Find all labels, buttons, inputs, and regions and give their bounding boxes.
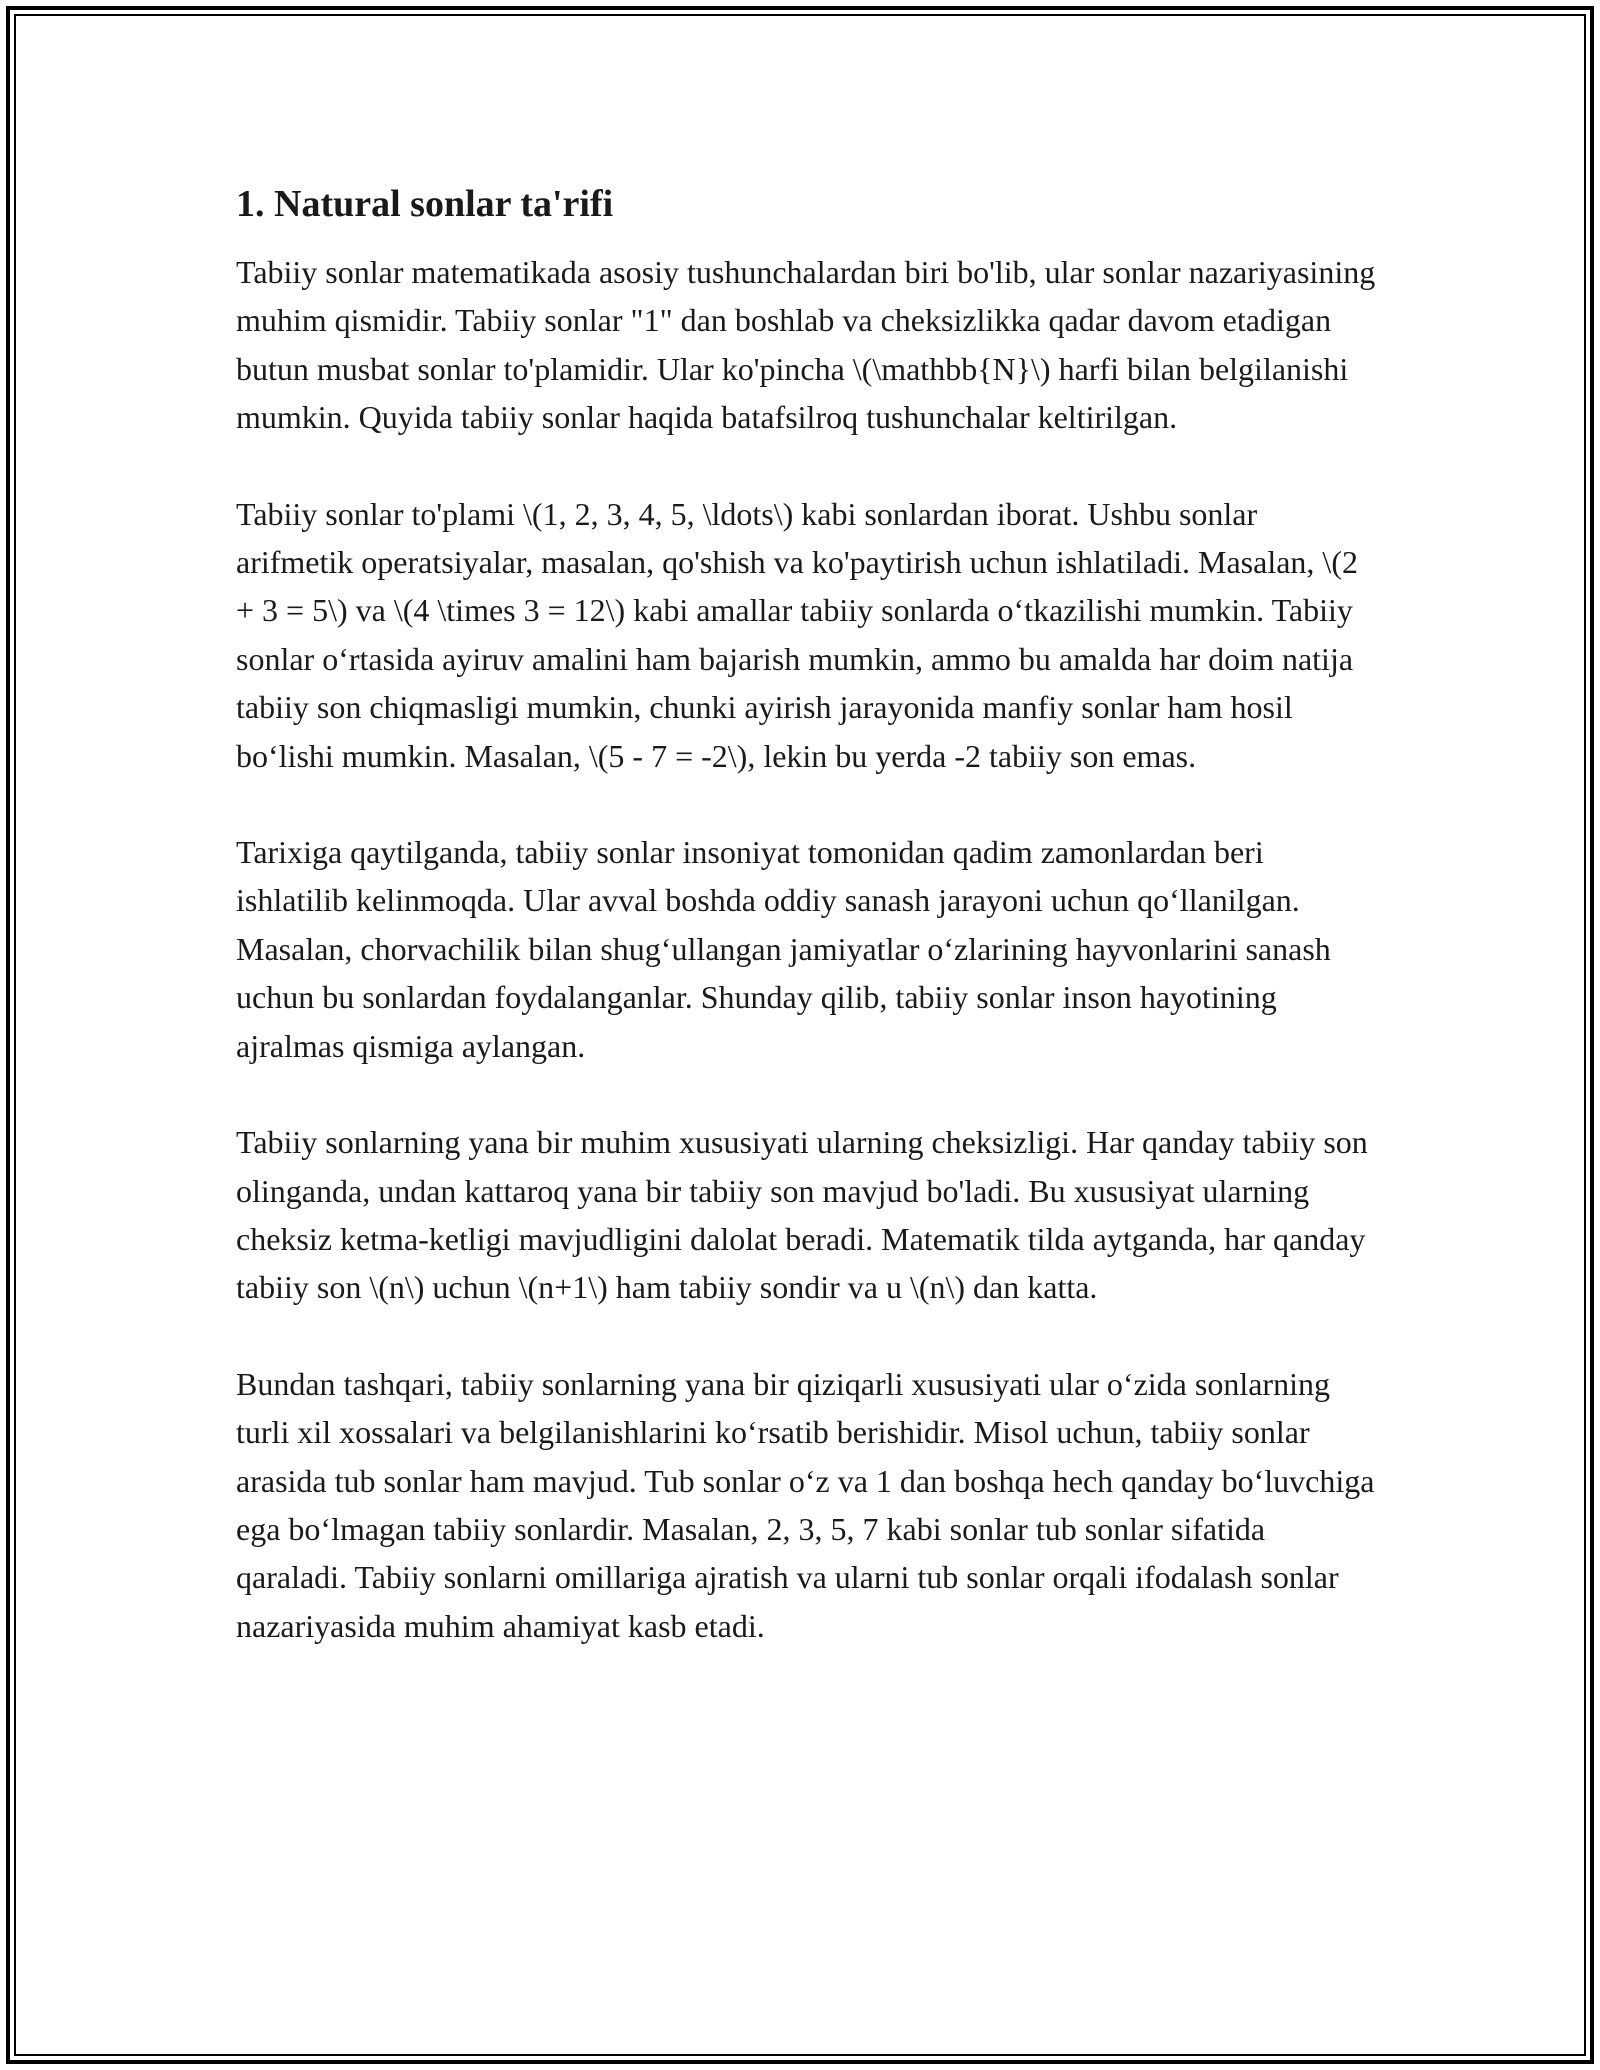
paragraph-definition: Tabiiy sonlar matematikada asosiy tushunchalardan biri bo'lib, ular sonlar nazariyasining muhim qismidir. Tabiiy sonlar "1" dan boshlab va cheksizlikka qadar davom etadigan butun musbat sonlar to'plamidir. Ular ko'pincha \(\mathbb{N}\) harfi bilan belgilanishi mumkin. Quyida tabiiy sonlar haqida batafsilroq tushunchalar keltirilgan. bbox=[236, 254, 1376, 436]
paragraph-infinity: Tabiiy sonlarning yana bir muhim xususiyati ularning cheksizligi. Har qanday tabiiy son olinganda, undan kattaroq yana bir tabiiy son mavjud bo'ladi. Bu xususiyat ularning cheksiz ketma-ketligi mavjudligini dalolat beradi. Matematik tilda aytganda, har qanday tabiiy son \(n\) uchun \(n+1\) ham tabiiy sondir va u \(n\) dan katta. bbox=[236, 1124, 1368, 1306]
document-body bbox=[236, 180, 1376, 1698]
section-heading: 1. Natural sonlar ta'rifi bbox=[236, 183, 614, 225]
paragraph-operations: Tabiiy sonlar to'plami \(1, 2, 3, 4, 5, \ldots\) kabi sonlardan iborat. Ushbu sonlar arifmetik operatsiyalar, masalan, qo'shish va ko'paytirish uchun ishlatiladi. Masalan, \(2 + 3 = 5\) va \(4 \times 3 = 12\) kabi amallar tabiiy sonlarda o‘tkazilishi mumkin. Tabiiy sonlar o‘rtasida ayiruv amalini ham bajarish mumkin, ammo bu amalda har doim natija tabiiy son chiqmasligi mumkin, chunki ayirish jarayonida manfiy sonlar ham hosil bo‘lishi mumkin. Masalan, \(5 - 7 = -2\), lekin bu yerda -2 tabiiy son emas. bbox=[236, 495, 1358, 774]
paragraph-primes: Bundan tashqari, tabiiy sonlarning yana bir qiziqarli xususiyati ular o‘zida sonlarning turli xil xossalari va belgilanishlarini ko‘rsatib berishidir. Misol uchun, tabiiy sonlar arasida tub sonlar ham mavjud. Tub sonlar o‘z va 1 dan boshqa hech qanday bo‘luvchiga ega bo‘lmagan tabiiy sonlardir. Masalan, 2, 3, 5, 7 kabi sonlar tub sonlar sifatida qaraladi. Tabiiy sonlarni omillariga ajratish va ularni tub sonlar orqali ifodalash sonlar nazariyasida muhim ahamiyat kasb etadi. bbox=[236, 1365, 1375, 1644]
paragraph-history: Tarixiga qaytilganda, tabiiy sonlar insoniyat tomonidan qadim zamonlardan beri ishlatilib kelinmoqda. Ular avval boshda oddiy sanash jarayoni uchun qo‘llanilgan. Masalan, chorvachilik bilan shug‘ullangan jamiyatlar o‘zlarining hayvonlarini sanash uchun bu sonlardan foydalanganlar. Shunday qilib, tabiiy sonlar inson hayotining ajralmas qismiga aylangan. bbox=[236, 834, 1331, 1064]
